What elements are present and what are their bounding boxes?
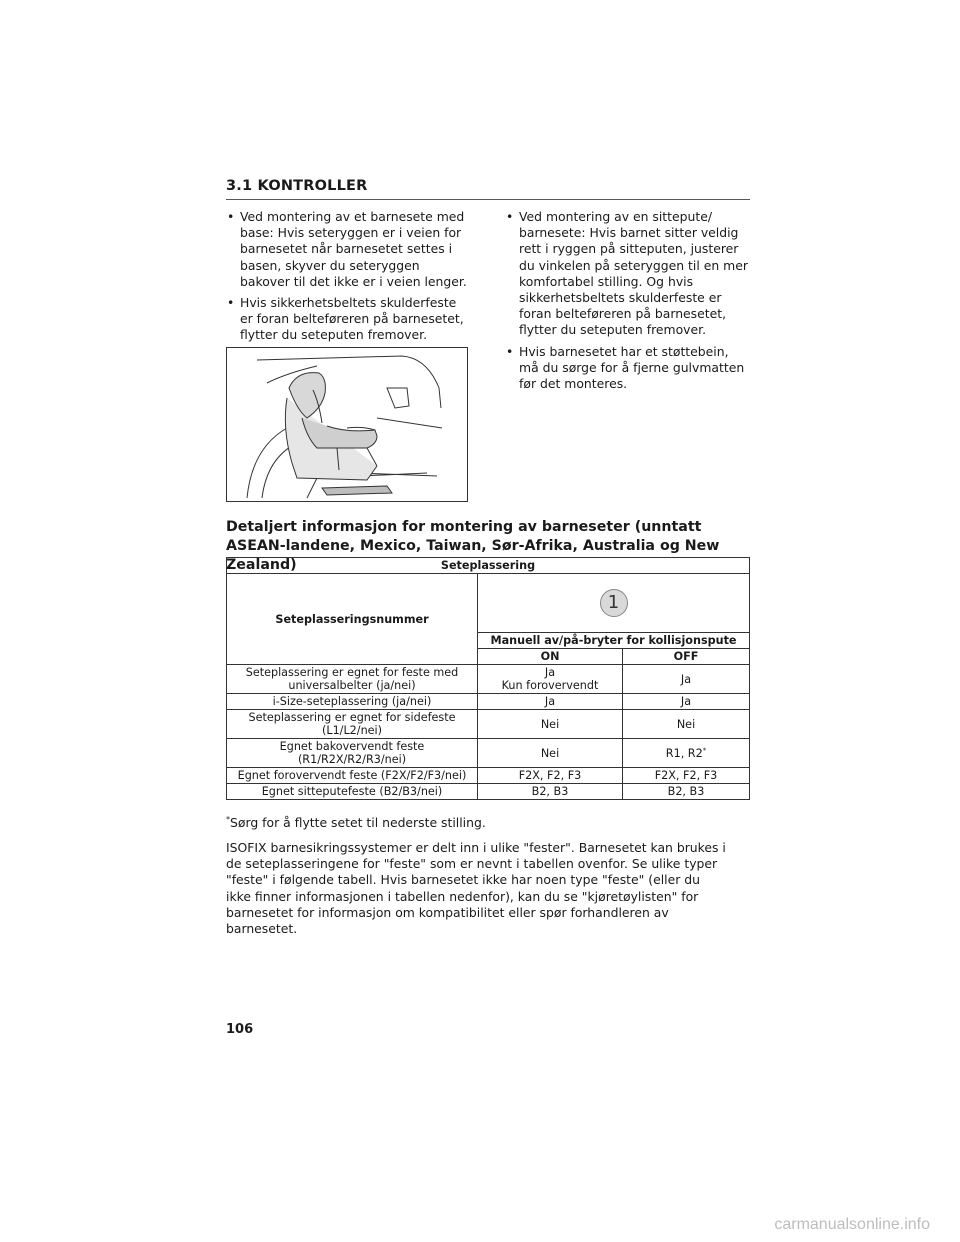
- bullet-icon: •: [227, 295, 235, 311]
- bullet-icon: •: [227, 209, 235, 224]
- page-number: 106: [226, 1022, 254, 1037]
- row-label: Egnet sitteputefeste (B2/B3/nei): [227, 784, 478, 800]
- on-note: Kun forovervendt: [501, 679, 599, 692]
- on-header: ON: [478, 649, 623, 665]
- row-label: Egnet forovervendt feste (F2X/F2/F3/nei): [227, 768, 478, 784]
- off-header: OFF: [623, 649, 750, 665]
- section-title: 3.1 KONTROLLER: [226, 178, 368, 194]
- on-cell: F2X, F2, F3: [478, 768, 623, 784]
- child-seat-in-car-icon: [227, 348, 467, 501]
- row-label: Egnet bakovervendt feste (R1/R2X/R2/R3/nei): [227, 739, 478, 768]
- footnote-mark: *: [226, 814, 230, 824]
- bullet-text: Hvis sikkerhetsbeltets skulderfeste er foran belteføreren på barnesetet, flytter du seteputen fremover.: [240, 295, 464, 343]
- table-row: [227, 768, 750, 784]
- bullet-text: Hvis barnesetet har et støttebein, må du sørge for å fjerne gulvmatten før det monteres.: [519, 343, 745, 392]
- off-cell: Nei: [623, 710, 750, 739]
- footnote-marker: *: [702, 745, 707, 754]
- on-value: Ja: [544, 666, 556, 679]
- table-row: [227, 574, 750, 633]
- row-label: Seteplassering er egnet for feste med universalbelter (ja/nei): [227, 665, 478, 694]
- footnote-text: Sørg for å flytte setet til nederste stilling.: [230, 815, 486, 830]
- bullet-text: Ved montering av et barnesete med base: Hvis seteryggen er i veien for barnesetet når barnesetet settes i basen, skyver du seteryggen bakover til det ikke er i veien lenger.: [240, 209, 467, 289]
- off-cell: Ja: [623, 665, 750, 694]
- bullet-item: [226, 295, 472, 344]
- row-label: Seteplassering er egnet for sidefeste (L1/L2/nei): [227, 710, 478, 739]
- on-cell: Nei: [478, 710, 623, 739]
- footnote: [226, 815, 756, 831]
- bullet-icon: •: [506, 343, 514, 359]
- on-cell: Ja: [478, 694, 623, 710]
- bullet-item: [505, 209, 751, 339]
- table-row: [227, 694, 750, 710]
- table-row: [227, 739, 750, 768]
- row-label: i-Size-seteplassering (ja/nei): [227, 694, 478, 710]
- off-cell: [623, 739, 750, 768]
- table-row: [227, 710, 750, 739]
- off-cell: B2, B3: [623, 784, 750, 800]
- seat-number-cell: [478, 574, 750, 633]
- section-heading: Detaljert informasjon for montering av barneseter (unntatt ASEAN-landene, Mexico, Taiwan, Sør-Afrika, Australia og New Zealand): [226, 519, 720, 573]
- off-value: R1, R2: [665, 746, 703, 760]
- off-cell: Ja: [623, 694, 750, 710]
- table-row: [227, 558, 750, 574]
- seat-position-table: [226, 557, 750, 800]
- right-column: [505, 209, 751, 397]
- airbag-switch-header: Manuell av/på-bryter for kollisjonspute: [478, 633, 750, 649]
- seat-number-header: Seteplasseringsnummer: [227, 574, 478, 665]
- table-row: [227, 784, 750, 800]
- child-seat-illustration: [226, 347, 468, 502]
- bullet-icon: •: [506, 209, 514, 224]
- on-cell: B2, B3: [478, 784, 623, 800]
- seat-number-badge: 1: [600, 589, 628, 617]
- section-divider: [226, 199, 750, 200]
- bullet-item: [226, 209, 472, 290]
- on-cell: [478, 665, 623, 694]
- bullet-item: [505, 344, 751, 393]
- on-cell: Nei: [478, 739, 623, 768]
- watermark: carmanualsonline.info: [774, 1216, 930, 1233]
- table-row: [227, 665, 750, 694]
- table-title: Seteplassering: [227, 558, 750, 574]
- off-cell: F2X, F2, F3: [623, 768, 750, 784]
- body-paragraph: ISOFIX barnesikringssystemer er delt inn i ulike "fester". Barnesetet kan brukes i de seteplasseringene for "feste" som er nevnt i tabellen ovenfor. Se ulike typer "feste" i følgende tabell. Hvis barnesetet ikke har noen type "feste" (eller du ikke finner informasjonen i tabellen nedenfor), kan du se "kjøretøylisten" for barnesetet for informasjon om kompatibilitet eller spør forhandleren av barnesetet.: [226, 840, 726, 937]
- bullet-text: Ved montering av en sittepute/ barnesete: Hvis barnet sitter veldig rett i ryggen på sitteputen, justerer du vinkelen på seteryggen til en mer komfortabel stilling. Og hvis sikkerhetsbeltets skulderfeste er foran belteføreren på barnesetet, flytter du seteputen fremover.: [519, 209, 748, 338]
- left-column: [226, 209, 472, 349]
